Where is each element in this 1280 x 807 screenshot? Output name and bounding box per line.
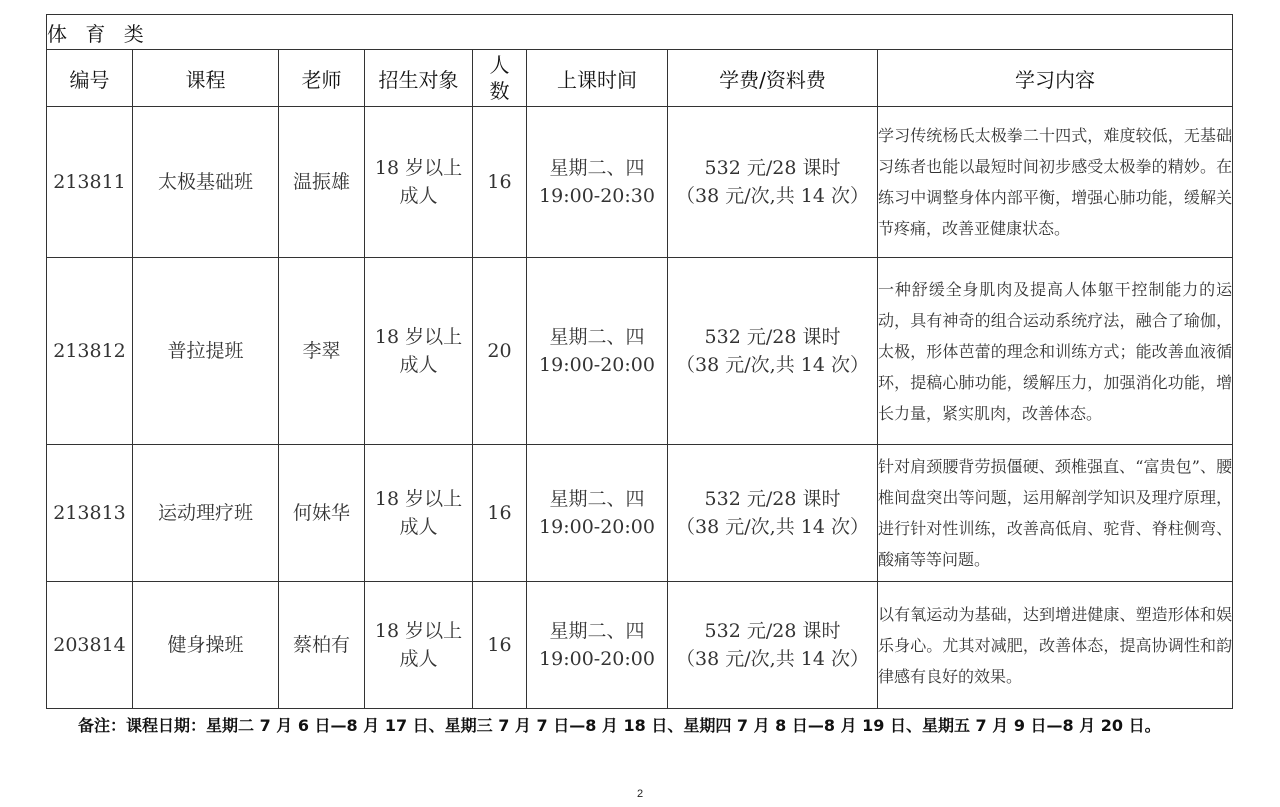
table-row (47, 582, 1233, 709)
header-count-line2: 数 (489, 79, 510, 103)
audience-line1: 18 岁以上 (374, 488, 463, 510)
course-content: 一种舒缓全身肌肉及提高人体躯干控制能力的运动，具有神奇的组合运动系统疗法，融合了瑜伽，太极，形体芭蕾的理念和训练方式；能改善血液循环，提稿心肺功能，缓解压力，加强消化功能，增长力量，紧实肌肉，改善体态。 (878, 258, 1233, 445)
fee (668, 107, 878, 258)
course-name: 太极基础班 (133, 107, 279, 258)
course-id: 213811 (47, 107, 133, 258)
table-row (47, 445, 1233, 582)
section-header-row (47, 15, 1233, 50)
class-hours: 19:00-20:00 (539, 354, 655, 376)
audience-line2: 成人 (399, 516, 438, 538)
table-row (47, 107, 1233, 258)
student-count: 16 (473, 107, 527, 258)
audience-line2: 成人 (399, 185, 438, 207)
class-time (527, 258, 668, 445)
fee-total: 532 元/28 课时 (704, 620, 841, 642)
header-content: 学习内容 (878, 50, 1233, 107)
header-count-line1: 人 (489, 53, 510, 77)
teacher-name: 何妹华 (279, 445, 365, 582)
fee-detail: （38 元/次,共 14 次） (676, 354, 869, 376)
document-page (46, 14, 1232, 736)
audience (365, 107, 473, 258)
course-content: 针对肩颈腰背劳损僵硬、颈椎强直、“富贵包”、腰椎间盘突出等问题，运用解剖学知识及理疗原理，进行针对性训练，改善高低肩、驼背、脊柱侧弯、酸痛等等问题。 (878, 445, 1233, 582)
fee-total: 532 元/28 课时 (704, 157, 841, 179)
header-count (473, 50, 527, 107)
audience-line1: 18 岁以上 (374, 326, 463, 348)
fee (668, 258, 878, 445)
audience (365, 582, 473, 709)
schedule-note: 备注：课程日期：星期二 7 月 6 日—8 月 17 日、星期三 7 月 7 日—8 月 18 日、星期四 7 月 8 日—8 月 19 日、星期五 7 月 9 日—8 月 20 日。 (78, 716, 1161, 735)
audience (365, 445, 473, 582)
teacher-name: 温振雄 (279, 107, 365, 258)
teacher-name: 蔡柏有 (279, 582, 365, 709)
class-days: 星期二、四 (549, 326, 645, 348)
header-teacher: 老师 (279, 50, 365, 107)
header-id: 编号 (47, 50, 133, 107)
fee (668, 582, 878, 709)
audience-line2: 成人 (399, 648, 438, 670)
fee-detail: （38 元/次,共 14 次） (676, 185, 869, 207)
fee-detail: （38 元/次,共 14 次） (676, 648, 869, 670)
course-content: 以有氧运动为基础，达到增进健康、塑造形体和娱乐身心。尤其对减肥，改善体态，提高协调性和韵律感有良好的效果。 (878, 582, 1233, 709)
class-days: 星期二、四 (549, 157, 645, 179)
class-time (527, 445, 668, 582)
class-hours: 19:00-20:00 (539, 516, 655, 538)
audience-line1: 18 岁以上 (374, 620, 463, 642)
class-time (527, 107, 668, 258)
class-days: 星期二、四 (549, 620, 645, 642)
course-content: 学习传统杨氏太极拳二十四式，难度较低，无基础习练者也能以最短时间初步感受太极拳的精妙。在练习中调整身体内部平衡，增强心肺功能，缓解关节疼痛，改善亚健康状态。 (878, 107, 1233, 258)
course-name: 健身操班 (133, 582, 279, 709)
header-time: 上课时间 (527, 50, 668, 107)
teacher-name: 李翠 (279, 258, 365, 445)
course-id: 213812 (47, 258, 133, 445)
class-time (527, 582, 668, 709)
student-count: 20 (473, 258, 527, 445)
class-hours: 19:00-20:30 (539, 185, 655, 207)
fee-total: 532 元/28 课时 (704, 488, 841, 510)
course-name: 普拉提班 (133, 258, 279, 445)
course-table (46, 14, 1233, 709)
header-course: 课程 (133, 50, 279, 107)
fee (668, 445, 878, 582)
audience-line2: 成人 (399, 354, 438, 376)
class-hours: 19:00-20:00 (539, 648, 655, 670)
course-id: 213813 (47, 445, 133, 582)
course-name: 运动理疗班 (133, 445, 279, 582)
header-audience: 招生对象 (365, 50, 473, 107)
course-id: 203814 (47, 582, 133, 709)
page-number: 2 (636, 788, 644, 800)
table-row (47, 258, 1233, 445)
class-days: 星期二、四 (549, 488, 645, 510)
audience (365, 258, 473, 445)
section-title: 体 育 类 (47, 15, 1233, 50)
column-header-row (47, 50, 1233, 107)
fee-detail: （38 元/次,共 14 次） (676, 516, 869, 538)
audience-line1: 18 岁以上 (374, 157, 463, 179)
student-count: 16 (473, 582, 527, 709)
header-fee: 学费/资料费 (668, 50, 878, 107)
fee-total: 532 元/28 课时 (704, 326, 841, 348)
student-count: 16 (473, 445, 527, 582)
